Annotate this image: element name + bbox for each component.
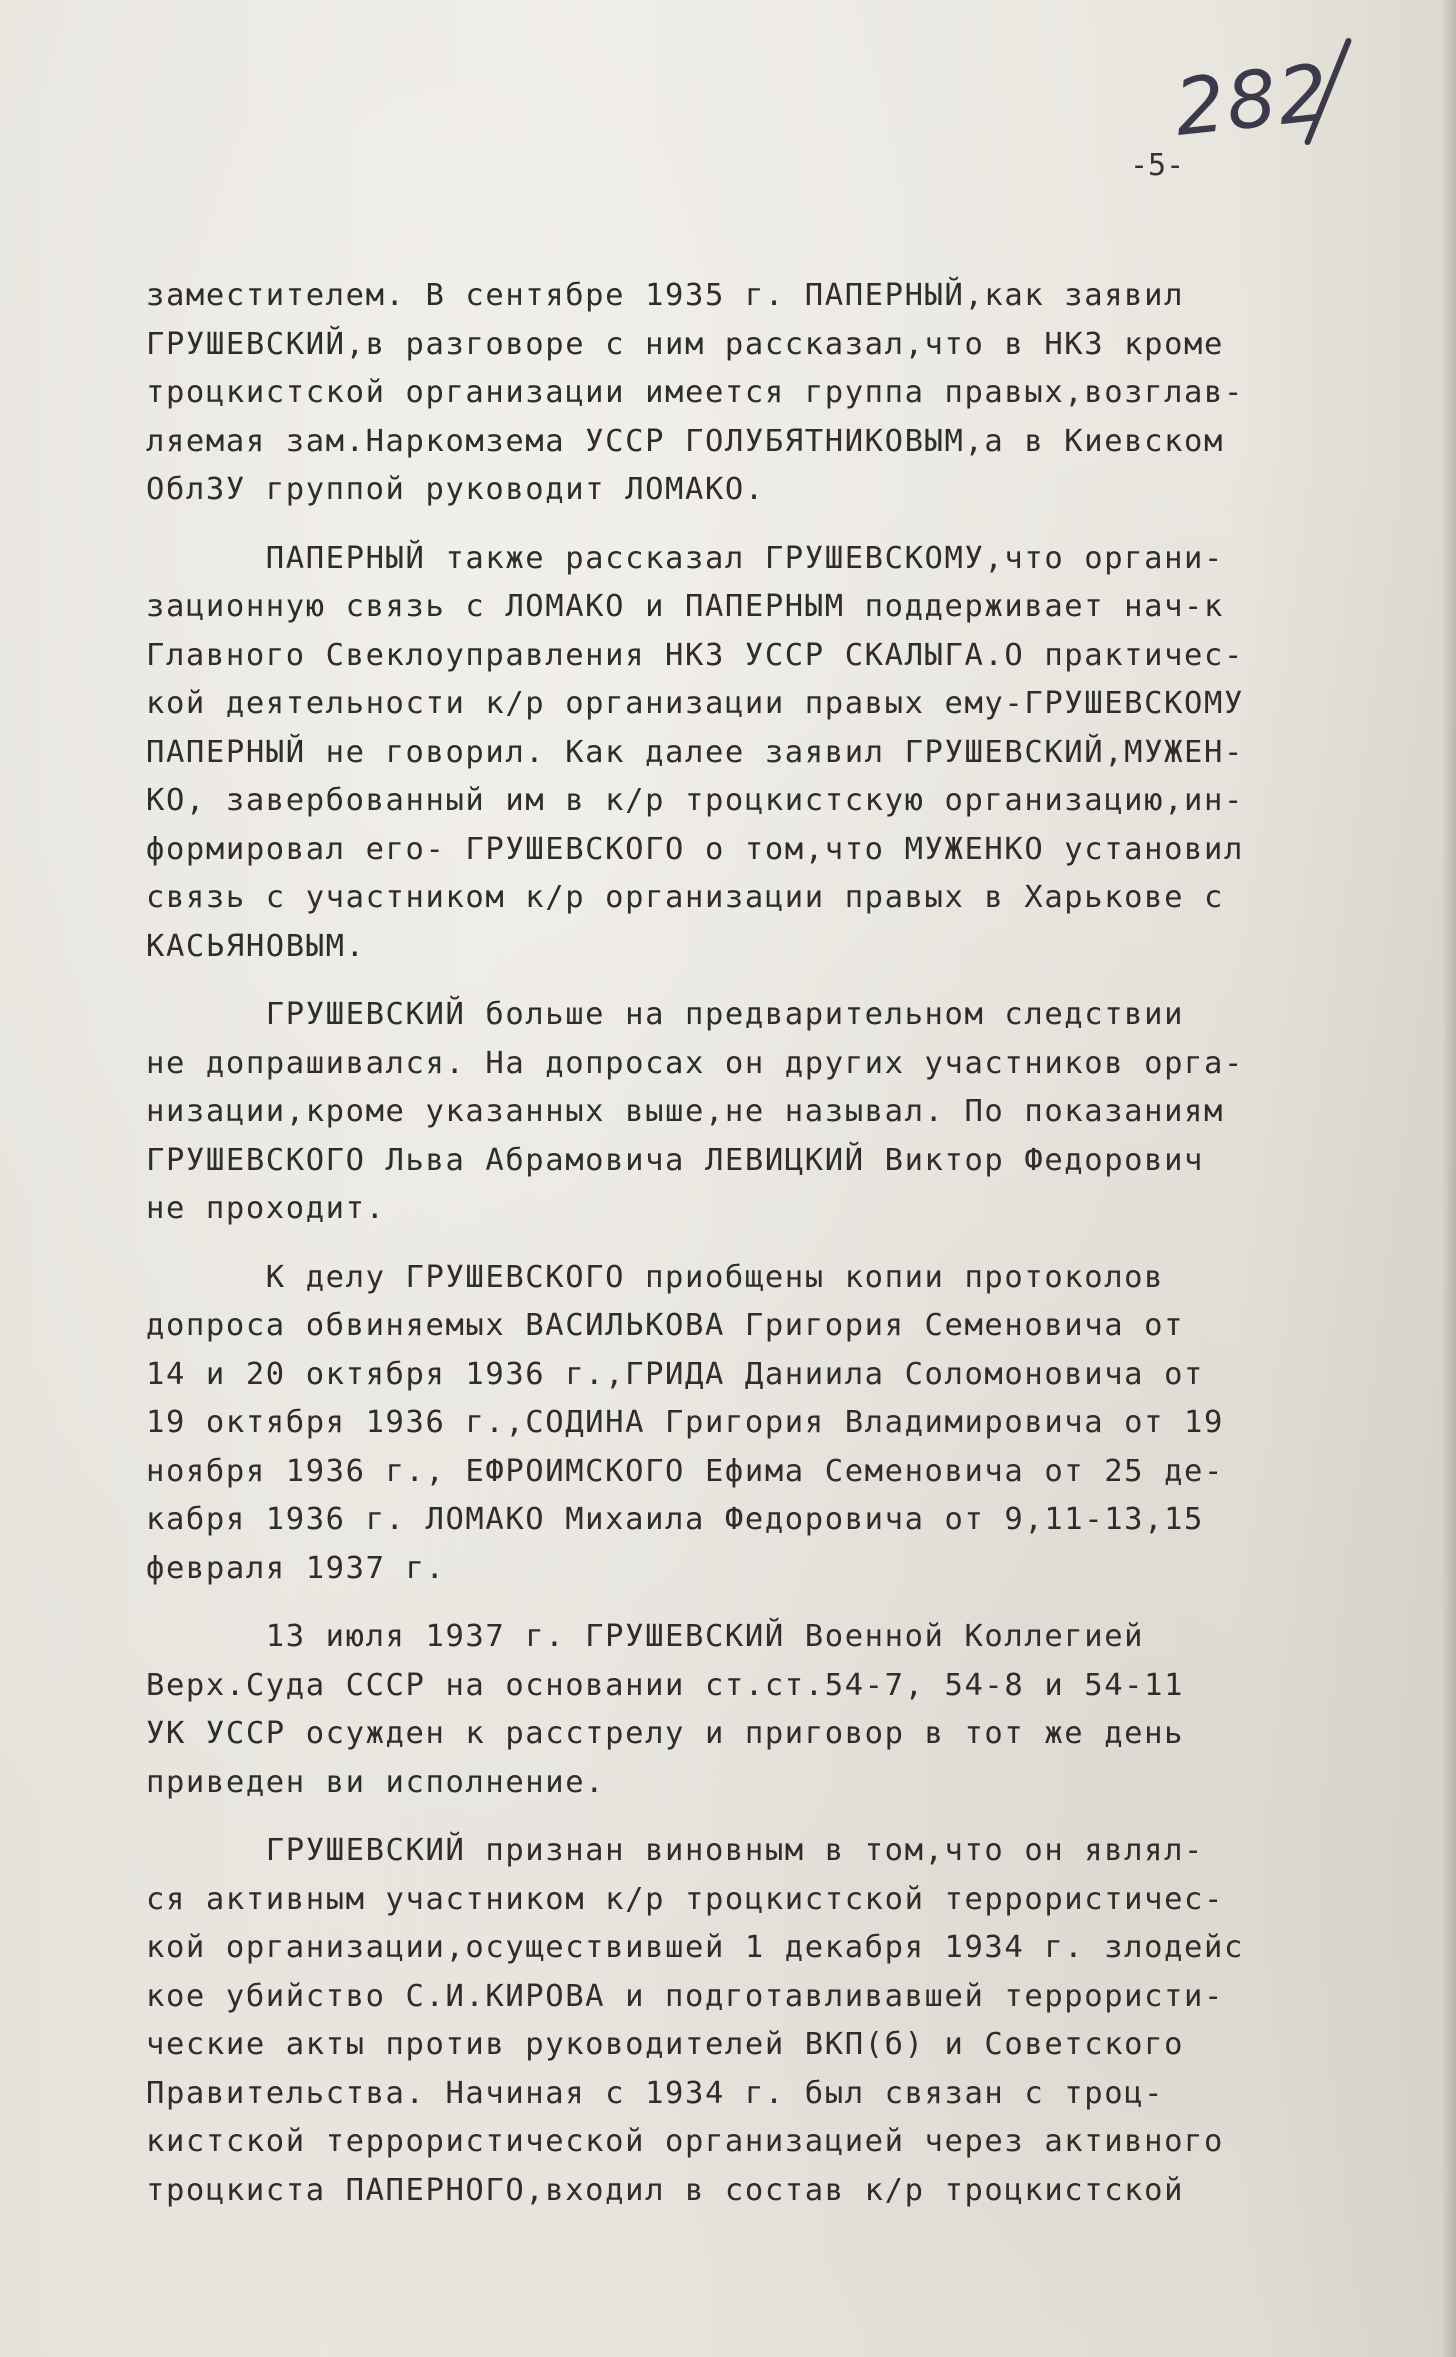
text-line: допроса обвиняемых ВАСИЛЬКОВА Григория Семеновича от: [146, 1308, 1185, 1343]
text-line: ляемая зам.Наркомзема УССР ГОЛУБЯТНИКОВЫМ,а в Киевском: [146, 423, 1224, 459]
page-number: -5-: [1130, 148, 1185, 183]
text-line: зационную связь с ЛОМАКО и ПАПЕРНЫМ поддерживает нач-к: [146, 589, 1224, 624]
text-line: 13 июля 1937 г. ГРУШЕВСКИЙ Военной Коллегией: [146, 1619, 1145, 1654]
text-line: заместителем. В сентябре 1935 г. ПАПЕРНЫЙ,как заявил: [146, 278, 1185, 313]
paragraph-gap: [146, 1807, 1436, 1827]
paragraph: [146, 535, 1436, 972]
paragraph-gap: [146, 1234, 1436, 1254]
paragraph: [146, 1827, 1436, 2215]
document-body: [146, 272, 1436, 2215]
text-line: ГРУШЕВСКОГО Льва Абрамовича ЛЕВИЦКИЙ Виктор Федорович: [146, 1142, 1205, 1178]
paragraph-gap: [146, 515, 1436, 535]
text-line: Верх.Суда СССР на основании ст.ст.54-7, 54-8 и 54-11: [146, 1667, 1185, 1703]
text-line: низации,кроме указанных выше,не называл. По показаниям: [146, 1094, 1224, 1129]
paragraph: [146, 991, 1436, 1234]
page-edge-shadow: [1442, 0, 1456, 2357]
text-line: кой организации,осуществившей 1 декабря 1934 г. злодейс: [146, 1930, 1244, 1965]
text-line: КАСЬЯНОВЫМ.: [146, 928, 366, 964]
text-line: февраля 1937 г.: [146, 1550, 446, 1586]
text-line: ноября 1936 г., ЕФРОИМСКОГО Ефима Семеновича от 25 де-: [146, 1453, 1224, 1489]
archive-folio-number: 282: [1170, 48, 1335, 154]
text-line: Главного Свеклоуправления НКЗ УССР СКАЛЫГА.О практичес-: [146, 637, 1244, 673]
text-line: кое убийство С.И.КИРОВА и подготавливавшей террористи-: [146, 1978, 1224, 2014]
text-line: троцкистской организации имеется группа правых,возглав-: [146, 375, 1244, 410]
text-line: не допрашивался. На допросах он других участников орга-: [146, 1045, 1244, 1081]
text-line: 19 октября 1936 г.,СОДИНА Григория Владимировича от 19: [146, 1405, 1224, 1440]
paragraph: [146, 272, 1436, 515]
paragraph-gap: [146, 971, 1436, 991]
text-line: ПАПЕРНЫЙ не говорил. Как далее заявил ГРУШЕВСКИЙ,МУЖЕН-: [146, 734, 1244, 770]
text-line: 14 и 20 октября 1936 г.,ГРИДА Даниила Соломоновича от: [146, 1356, 1205, 1392]
text-line: не проходит.: [146, 1191, 386, 1226]
paragraph: [146, 1254, 1436, 1594]
text-line: ГРУШЕВСКИЙ больше на предварительном следствии: [146, 997, 1185, 1032]
text-line: связь с участником к/р организации правых в Харькове с: [146, 880, 1224, 915]
text-line: К делу ГРУШЕВСКОГО приобщены копии протоколов: [146, 1259, 1165, 1295]
paragraph: [146, 1613, 1436, 1807]
text-line: КО, завербованный им в к/р троцкистскую организацию,ин-: [146, 783, 1244, 818]
text-line: кой деятельности к/р организации правых ему-ГРУШЕВСКОМУ: [146, 686, 1244, 721]
text-line: ся активным участником к/р троцкистской террористичес-: [146, 1881, 1224, 1917]
text-line: троцкиста ПАПЕРНОГО,входил в состав к/р троцкистской: [146, 2172, 1185, 2208]
text-line: ПАПЕРНЫЙ также рассказал ГРУШЕВСКОМУ,что органи-: [146, 540, 1224, 576]
text-line: УК УССР осужден к расстрелу и приговор в тот же день: [146, 1716, 1185, 1751]
text-line: ОблЗУ группой руководит ЛОМАКО.: [146, 472, 765, 507]
text-line: приведен ви исполнение.: [146, 1764, 606, 1800]
text-line: ческие акты против руководителей ВКП(б) и Советского: [146, 2027, 1185, 2062]
text-line: Правительства. Начиная с 1934 г. был связан с троц-: [146, 2075, 1165, 2111]
text-line: кистской террористической организацией через активного: [146, 2124, 1224, 2159]
text-line: кабря 1936 г. ЛОМАКО Михаила Федоровича от 9,11-13,15: [146, 1502, 1205, 1537]
text-line: формировал его- ГРУШЕВСКОГО о том,что МУЖЕНКО установил: [146, 831, 1244, 867]
text-line: ГРУШЕВСКИЙ признан виновным в том,что он являл-: [146, 1833, 1205, 1868]
paragraph-gap: [146, 1593, 1436, 1613]
text-line: ГРУШЕВСКИЙ,в разговоре с ним рассказал,что в НКЗ кроме: [146, 326, 1224, 362]
